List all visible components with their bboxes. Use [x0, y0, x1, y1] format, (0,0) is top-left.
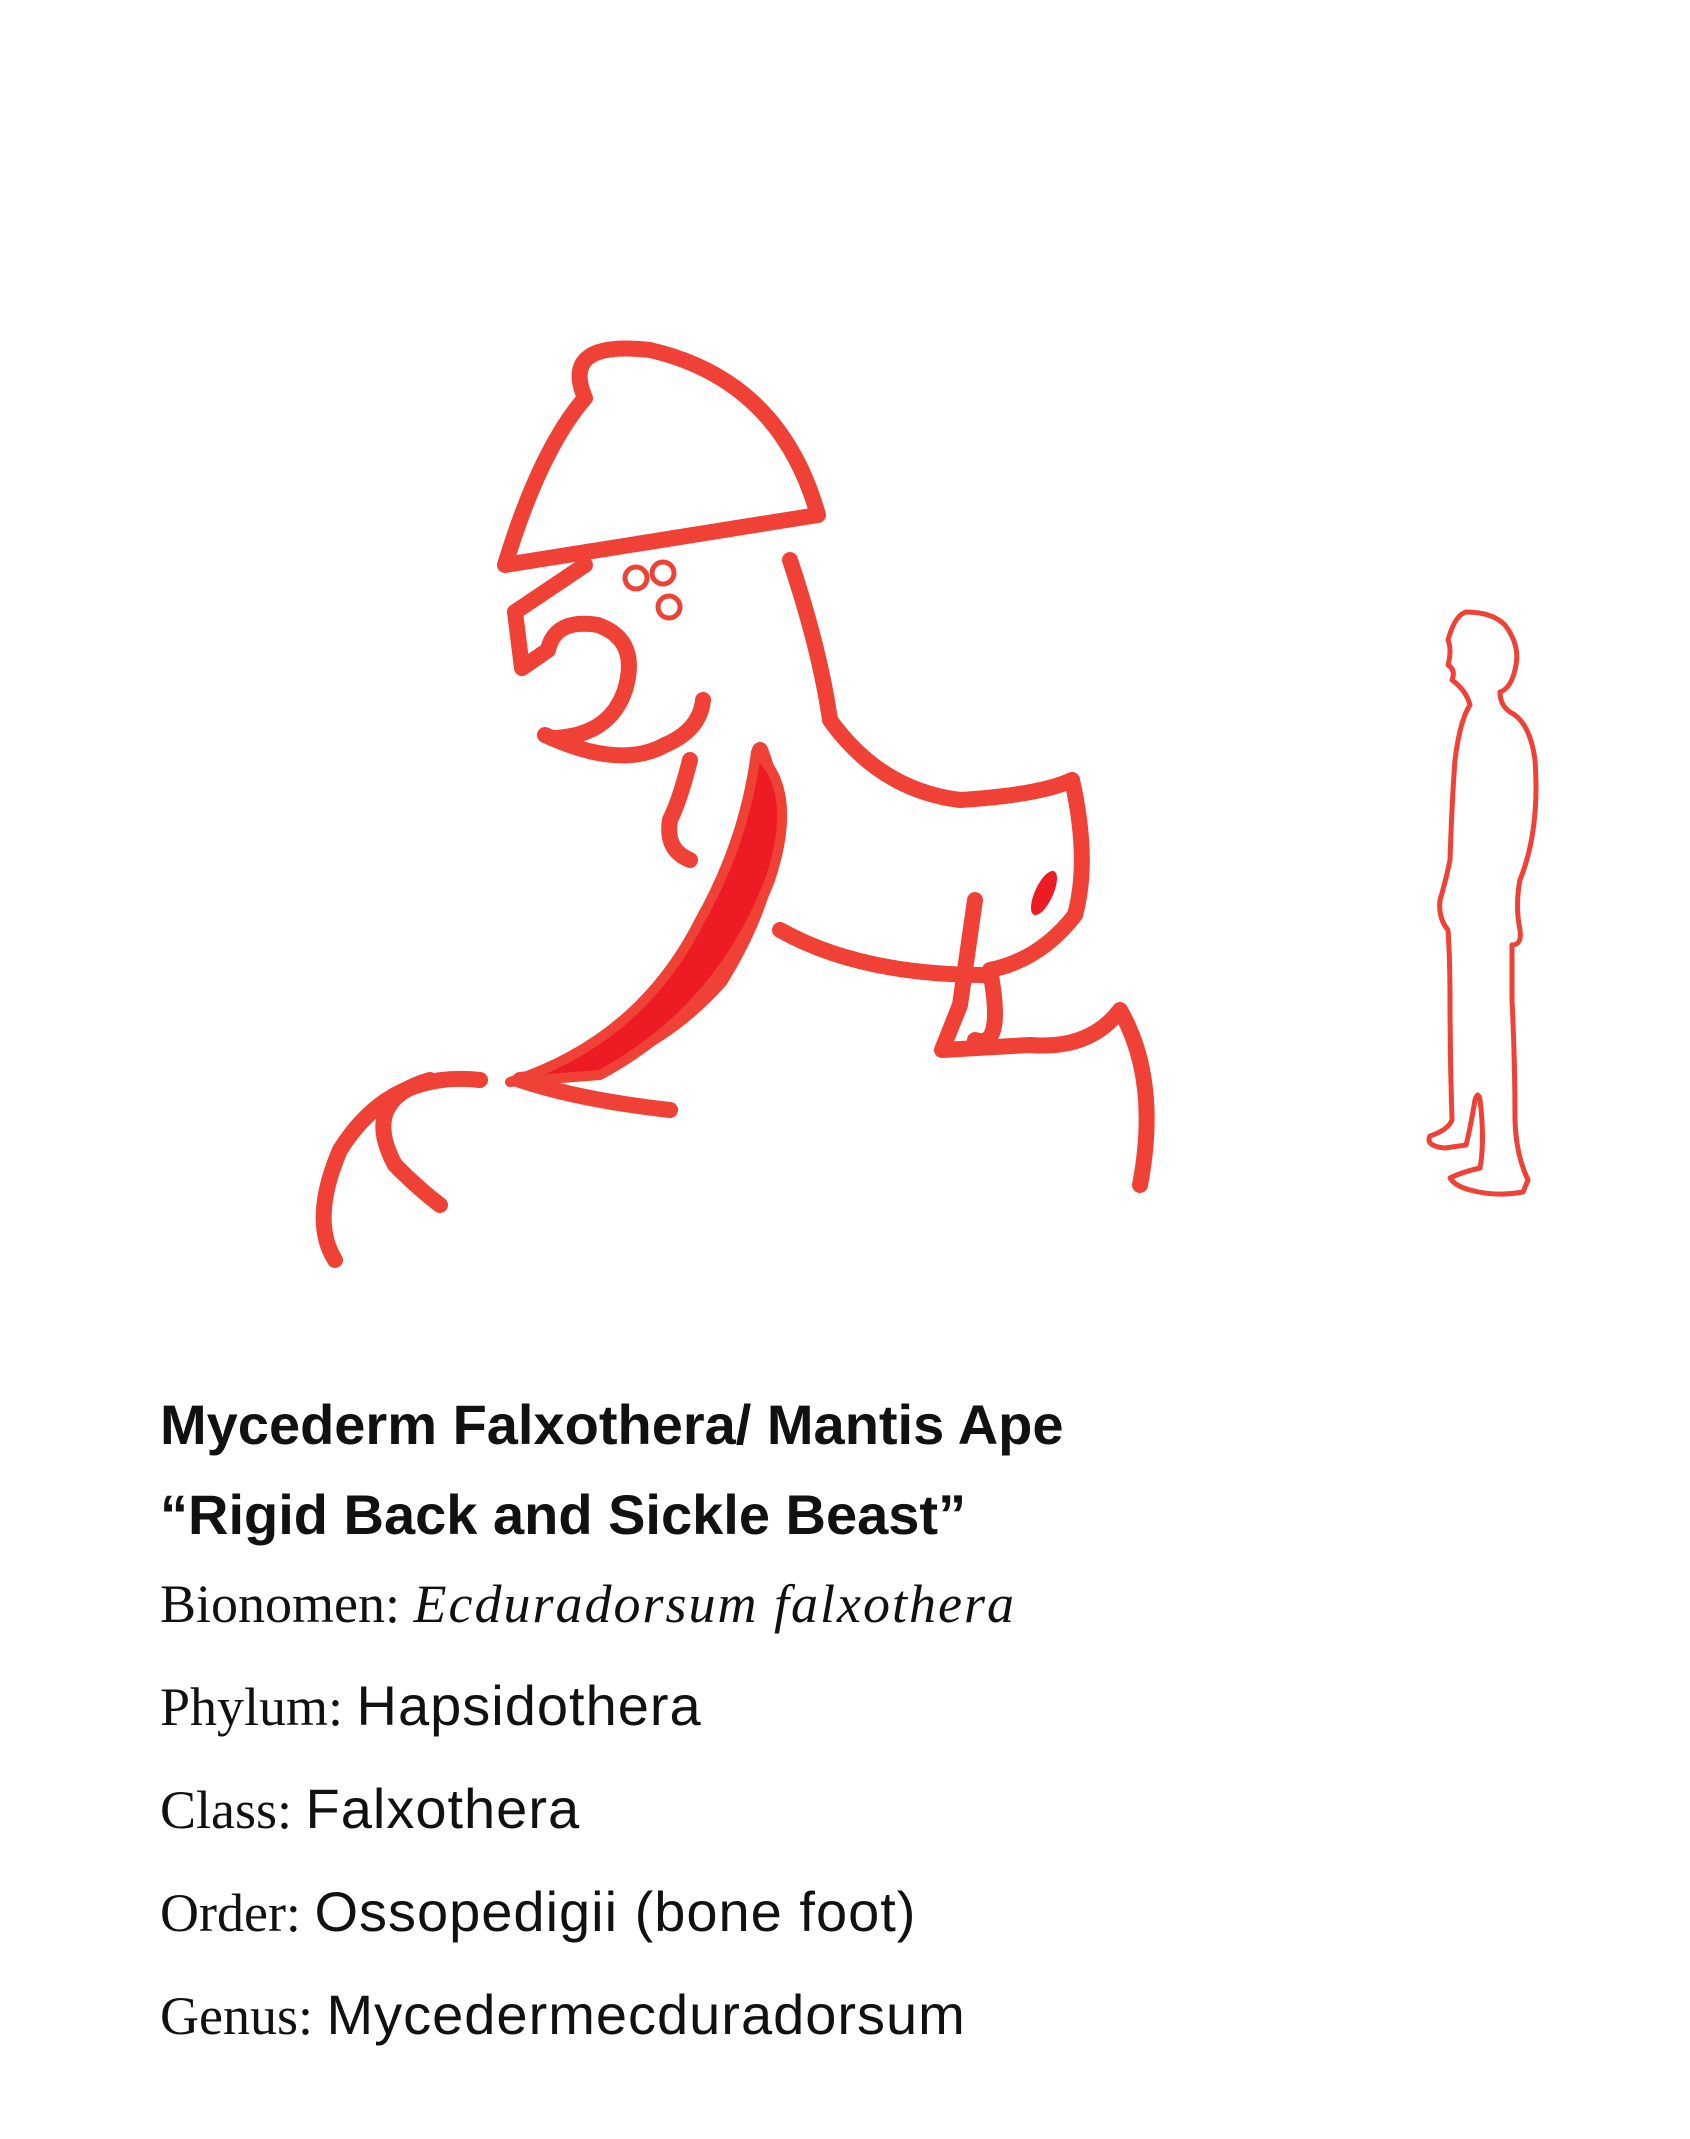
mantis-ape-figure: [324, 349, 1147, 1260]
neck: [669, 760, 690, 860]
attribute-value: Falxothera: [305, 1777, 581, 1840]
attribute-order: [160, 1868, 1560, 1971]
creature-common-name: Mycederm Falxothera/ Mantis Ape: [160, 1393, 1064, 1456]
belly: [780, 930, 985, 975]
attribute-value: Hapsidothera: [356, 1674, 702, 1737]
attribute-label: Genus:: [160, 1986, 327, 2046]
caption-block: [160, 1380, 1560, 2074]
mushroom-cap: [505, 349, 818, 565]
attribute-value: Ecduradorsum falxothera: [413, 1574, 1016, 1634]
head: [515, 565, 629, 738]
attribute-genus: [160, 1971, 1560, 2074]
creature-nickname: “Rigid Back and Sickle Beast”: [160, 1483, 967, 1546]
attribute-phylum: [160, 1662, 1560, 1765]
human-scale-figure: [1429, 612, 1536, 1194]
attribute-class: [160, 1765, 1560, 1868]
back: [790, 560, 1072, 800]
attribute-label: Phylum:: [160, 1677, 357, 1737]
eye-2: [652, 562, 674, 584]
attribute-label: Bionomen:: [160, 1574, 414, 1634]
front-foot: [383, 1080, 440, 1205]
sickle-blade: [510, 752, 782, 1082]
attribute-label: Class:: [160, 1780, 306, 1840]
attribute-value: Ossopedigii (bone foot): [314, 1880, 917, 1943]
rear-hump: [975, 780, 1082, 1041]
attribute-bionomen: [160, 1560, 1560, 1662]
attribute-label: Order:: [160, 1883, 315, 1943]
eye-1: [625, 567, 647, 589]
eye-3: [658, 596, 680, 618]
rear-marking: [1026, 867, 1063, 918]
attribute-value: Mycedermecduradorsum: [326, 1983, 966, 2046]
